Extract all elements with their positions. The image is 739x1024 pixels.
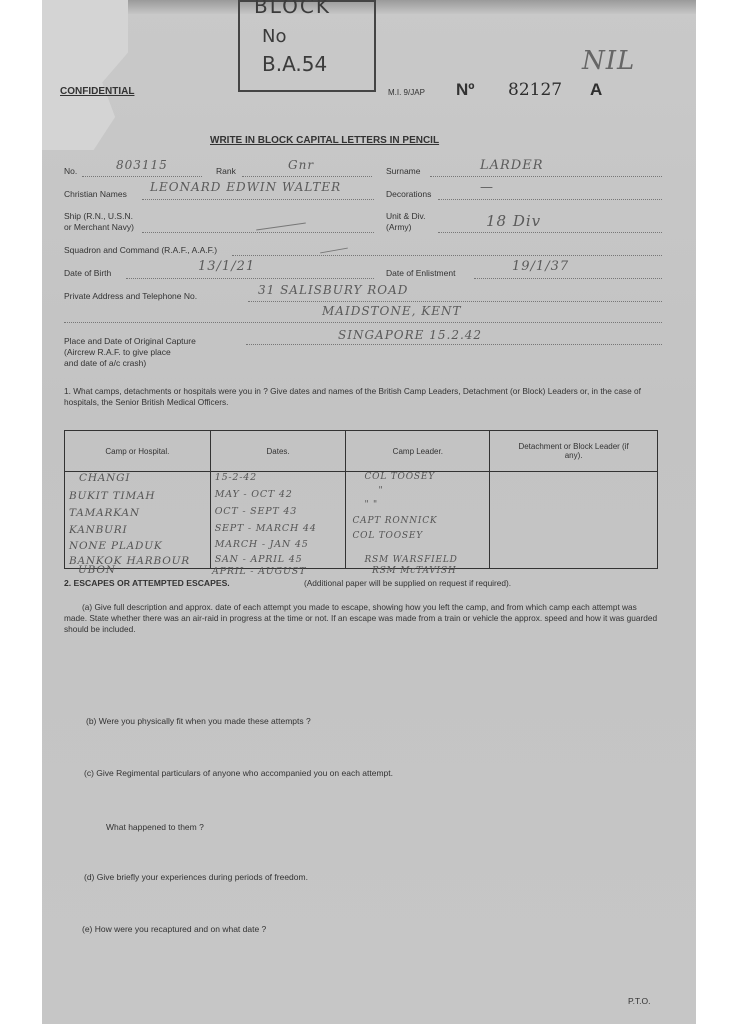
- leader-entry: " ": [364, 500, 378, 510]
- date-entry: 15-2-42: [214, 472, 257, 483]
- confidential-label: CONFIDENTIAL: [60, 86, 135, 97]
- question-2d: (d) Give briefly your experiences during periods of freedom.: [84, 872, 308, 882]
- date-entry: MARCH - JAN 45: [214, 539, 309, 550]
- no-value: 803115: [116, 158, 168, 172]
- no-label: No.: [64, 166, 78, 176]
- reference-code: M.I. 9/JAP: [388, 88, 425, 97]
- leader-entry: RSM WARSFIELD: [364, 555, 458, 565]
- nil-annotation: NIL: [582, 46, 636, 76]
- leader-entry: ": [378, 486, 384, 496]
- enlistment-value: 19/1/37: [512, 259, 570, 274]
- torn-corner: [42, 0, 128, 150]
- christian-names-label: Christian Names: [64, 189, 127, 199]
- question-2e: (e) How were you recaptured and on what date ?: [82, 924, 267, 934]
- question-2-note: (Additional paper will be supplied on request if required).: [304, 578, 512, 588]
- camp-entry: KANBURI: [69, 524, 128, 536]
- squadron-label: Squadron and Command (R.A.F., A.A.F.): [64, 245, 218, 255]
- detachment-cell: [490, 472, 658, 569]
- ship-label-1: Ship (R.N., U.S.N.: [64, 211, 133, 221]
- surname-label: Surname: [386, 166, 421, 176]
- camp-entry-overflow: UBON: [78, 564, 116, 576]
- capture-line: [246, 344, 662, 345]
- serial-no-label: Nº: [456, 80, 475, 99]
- unit-label-2: (Army): [386, 222, 412, 232]
- date-entry: OCT - SEPT 43: [214, 506, 298, 517]
- camp-entry: BUKIT TIMAH: [69, 490, 156, 502]
- document-page: [42, 0, 696, 1024]
- no-line: [82, 176, 202, 177]
- table-header-row: [65, 431, 658, 472]
- stamp-line1: BLOCK: [254, 0, 331, 18]
- question-1: 1. What camps, detachments or hospitals were you in ? Give dates and names of the British Camp Leaders, Detachment (or Block) Leaders or, in the case of hospitals, the Senior British Medical Officers.: [64, 386, 641, 407]
- question-2c-followup: What happened to them ?: [106, 822, 204, 832]
- unit-line: [438, 232, 662, 233]
- camps-table: [64, 430, 658, 569]
- serial-number: 82127: [508, 80, 563, 100]
- camp-entry: TAMARKAN: [69, 507, 140, 519]
- instruction-heading: WRITE IN BLOCK CAPITAL LETTERS IN PENCIL: [210, 135, 440, 146]
- leader-entry: CAPT RONNICK: [352, 516, 438, 526]
- camp-entry: BANKOK HARBOUR: [69, 555, 190, 567]
- unit-label-1: Unit & Div.: [386, 211, 426, 221]
- squadron-line: [232, 255, 662, 256]
- address-value-1: 31 SALISBURY ROAD: [258, 283, 409, 297]
- christian-names-line: [142, 199, 374, 200]
- capture-value: SINGAPORE 15.2.42: [338, 328, 483, 342]
- dob-value: 13/1/21: [198, 259, 256, 274]
- christian-names-value: LEONARD EDWIN WALTER: [150, 180, 342, 194]
- leader-entry: COL TOOSEY: [352, 531, 423, 541]
- address-line-2: [64, 322, 662, 323]
- capture-label-3: and date of a/c crash): [64, 358, 147, 368]
- surname-line: [430, 176, 662, 177]
- rank-line: [242, 176, 372, 177]
- block-stamp: [238, 0, 376, 92]
- question-2-title: 2. ESCAPES OR ATTEMPTED ESCAPES.: [64, 578, 230, 588]
- rank-label: Rank: [216, 166, 236, 176]
- decorations-label: Decorations: [386, 189, 432, 199]
- serial-suffix: A: [590, 80, 603, 99]
- dates-cell: [210, 472, 346, 569]
- rank-value: Gnr: [288, 158, 315, 172]
- address-label: Private Address and Telephone No.: [64, 291, 198, 301]
- address-line-1: [248, 301, 662, 302]
- ship-label-2: or Merchant Navy): [64, 222, 134, 232]
- camp-entry: NONE PLADUK: [69, 540, 163, 552]
- address-value-2: MAIDSTONE, KENT: [322, 304, 462, 318]
- stamp-line2: No: [262, 26, 287, 47]
- leader-entry: COL TOOSEY: [364, 472, 435, 482]
- date-entry: SAN - APRIL 45: [214, 554, 303, 565]
- date-entry-overflow: APRIL - AUGUST: [212, 566, 307, 577]
- table-header-detachment: Detachment or Block Leader (if any).: [490, 431, 658, 472]
- squadron-dash: [320, 248, 348, 254]
- camps-cell: [65, 472, 211, 569]
- decorations-line: [438, 199, 662, 200]
- ship-dash: [256, 223, 306, 231]
- stamp-line3: B.A.54: [262, 52, 328, 76]
- enlistment-label: Date of Enlistment: [386, 268, 456, 278]
- date-entry: SEPT - MARCH 44: [214, 523, 317, 534]
- leader-entry-overflow: RSM McTAVISH: [372, 566, 457, 576]
- leaders-cell: [346, 472, 490, 569]
- pto-label: P.T.O.: [628, 996, 651, 1006]
- table-header-dates: Dates.: [210, 431, 346, 472]
- question-2b: (b) Were you physically fit when you made these attempts ?: [86, 716, 311, 726]
- capture-label-2: (Aircrew R.A.F. to give place: [64, 347, 171, 357]
- surname-value: LARDER: [480, 158, 544, 173]
- enlistment-line: [474, 278, 662, 279]
- capture-label-1: Place and Date of Original Capture: [64, 336, 196, 346]
- table-header-camp: Camp or Hospital.: [65, 431, 211, 472]
- ship-line: [142, 232, 374, 233]
- camp-entry: CHANGI: [79, 472, 131, 484]
- date-entry: MAY - OCT 42: [214, 489, 293, 500]
- table-header-leader: Camp Leader.: [346, 431, 490, 472]
- dob-label: Date of Birth: [64, 268, 112, 278]
- question-2c: (c) Give Regimental particulars of anyone who accompanied you on each attempt.: [84, 768, 393, 778]
- decorations-value: —: [480, 180, 494, 195]
- dob-line: [126, 278, 374, 279]
- question-2a: (a) Give full description and approx. date of each attempt you made to escape, showing how you left the camp, and from which camp each attempt was made. State whether there was an air-raid in progress at the time or not. If an escape was made from a train or vehicle the approx. speed and how it was guarded should be included.: [64, 602, 658, 634]
- unit-value: 18 Div: [486, 212, 542, 230]
- table-row: [65, 472, 658, 569]
